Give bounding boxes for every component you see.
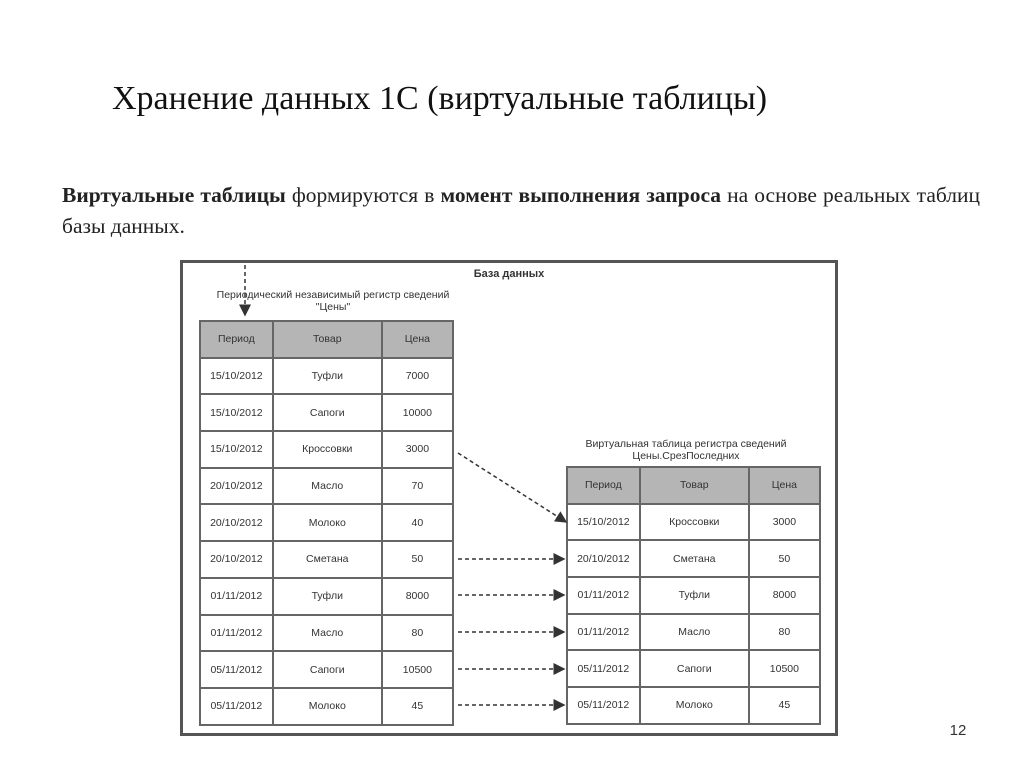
cell-period: 20/10/2012: [200, 541, 273, 578]
cell-price: 10500: [382, 651, 453, 688]
cell-period: 20/10/2012: [200, 468, 273, 505]
register-row: [200, 504, 453, 541]
register-row: [200, 651, 453, 688]
register-row: [200, 578, 453, 615]
cell-period: 15/10/2012: [567, 504, 640, 541]
cell-product: Туфли: [640, 577, 749, 614]
virtual-table-body: [567, 504, 820, 724]
cell-period: 15/10/2012: [200, 358, 273, 395]
cell-product: Масло: [640, 614, 749, 651]
database-title: База данных: [473, 268, 545, 280]
cell-product: Сапоги: [273, 394, 382, 431]
cell-product: Туфли: [273, 358, 382, 395]
cell-period: 01/11/2012: [567, 614, 640, 651]
register-row: [200, 541, 453, 578]
virtual-row: [567, 650, 820, 687]
cell-price: 45: [382, 688, 453, 725]
cell-product: Сметана: [273, 541, 382, 578]
cell-period: 05/11/2012: [200, 688, 273, 725]
header-row: [567, 467, 820, 504]
cell-product: Масло: [273, 615, 382, 652]
register-caption: [213, 289, 453, 313]
cell-product: Туфли: [273, 578, 382, 615]
virtual-row: [567, 687, 820, 724]
column-header-product: Товар: [273, 321, 382, 358]
register-table: [199, 320, 454, 726]
virtual-table-caption: [579, 438, 793, 462]
cell-price: 3000: [749, 504, 820, 541]
virtual-row: [567, 504, 820, 541]
cell-price: 3000: [382, 431, 453, 468]
cell-period: 05/11/2012: [567, 650, 640, 687]
cell-price: 7000: [382, 358, 453, 395]
cell-price: 40: [382, 504, 453, 541]
register-row: [200, 394, 453, 431]
virtual-caption-line1: Виртуальная таблица регистра сведений: [585, 438, 787, 450]
text-segment: формируются в: [285, 183, 441, 207]
cell-product: Масло: [273, 468, 382, 505]
database-figure: [180, 260, 838, 736]
slide-title: Хранение данных 1С (виртуальные таблицы): [112, 80, 768, 117]
cell-product: Кроссовки: [640, 504, 749, 541]
cell-period: 05/11/2012: [200, 651, 273, 688]
cell-price: 10000: [382, 394, 453, 431]
register-row: [200, 468, 453, 505]
cell-product: Сметана: [640, 540, 749, 577]
cell-period: 20/10/2012: [567, 540, 640, 577]
cell-product: Кроссовки: [273, 431, 382, 468]
cell-price: 80: [382, 615, 453, 652]
virtual-row: [567, 577, 820, 614]
cell-price: 8000: [749, 577, 820, 614]
register-caption-line2: "Цены": [315, 301, 351, 313]
virtual-caption-line2: Цены.СрезПоследних: [632, 450, 740, 462]
cell-price: 50: [382, 541, 453, 578]
cell-price: 10500: [749, 650, 820, 687]
register-table-body: [200, 358, 453, 725]
register-caption-line1: Периодический независимый регистр сведений: [216, 289, 450, 301]
cell-product: Молоко: [640, 687, 749, 724]
term-virtual-tables: Виртуальные таблицы: [62, 183, 286, 207]
column-header-period: Период: [200, 321, 273, 358]
cell-price: 70: [382, 468, 453, 505]
intro-paragraph: [62, 180, 980, 242]
cell-price: 45: [749, 687, 820, 724]
register-row: [200, 358, 453, 395]
register-row: [200, 688, 453, 725]
cell-product: Молоко: [273, 688, 382, 725]
cell-product: Сапоги: [273, 651, 382, 688]
cell-period: 01/11/2012: [200, 615, 273, 652]
virtual-row: [567, 540, 820, 577]
column-header-price: Цена: [382, 321, 453, 358]
column-header-period: Период: [567, 467, 640, 504]
cell-product: Молоко: [273, 504, 382, 541]
register-row: [200, 615, 453, 652]
cell-period: 01/11/2012: [200, 578, 273, 615]
mapping-arrow: [458, 453, 566, 522]
column-header-product: Товар: [640, 467, 749, 504]
cell-price: 50: [749, 540, 820, 577]
virtual-row: [567, 614, 820, 651]
virtual-table: [566, 466, 821, 725]
header-row: [200, 321, 453, 358]
page-number: 12: [949, 722, 967, 739]
cell-period: 01/11/2012: [567, 577, 640, 614]
cell-period: 20/10/2012: [200, 504, 273, 541]
cell-price: 80: [749, 614, 820, 651]
cell-period: 15/10/2012: [200, 394, 273, 431]
term-query-moment: момент выполнения запроса: [440, 183, 722, 207]
cell-period: 05/11/2012: [567, 687, 640, 724]
cell-period: 15/10/2012: [200, 431, 273, 468]
register-row: [200, 431, 453, 468]
column-header-price: Цена: [749, 467, 820, 504]
cell-product: Сапоги: [640, 650, 749, 687]
text-segment: на основе реальных таблиц базы данных.: [62, 183, 981, 238]
cell-price: 8000: [382, 578, 453, 615]
